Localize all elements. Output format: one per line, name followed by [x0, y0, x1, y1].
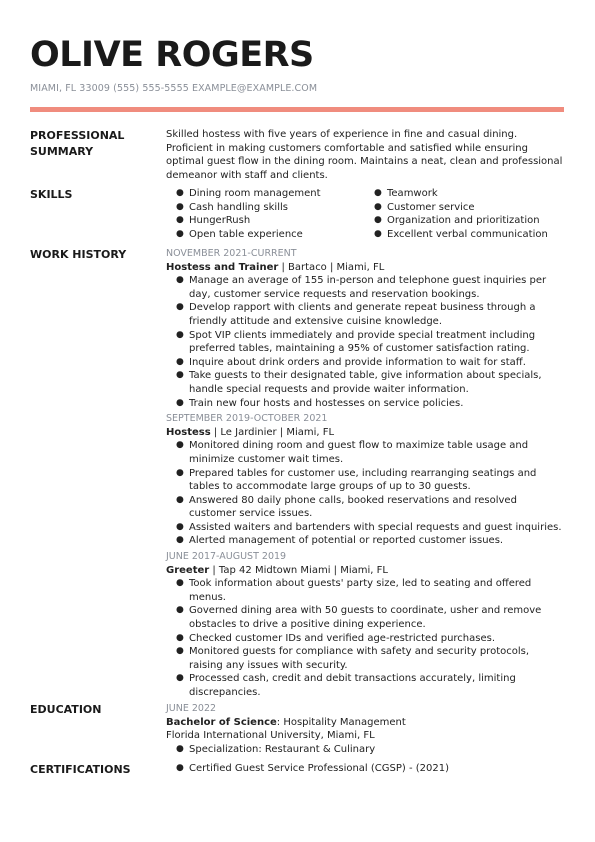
bullet-icon: ●: [374, 201, 382, 212]
skills-title: SKILLS: [30, 188, 73, 201]
bullet-icon: ●: [176, 397, 184, 408]
bullet-icon: ●: [176, 673, 184, 684]
bullet-icon: ●: [176, 521, 184, 532]
bullet-icon: ●: [374, 228, 382, 239]
bullet-icon: ●: [176, 440, 184, 451]
skill-item: [364, 228, 562, 242]
job-bullet: [166, 356, 564, 370]
job-bullet-text: Manage an average of 155 in-person and telephone guest inquiries per day, customer service requests and reservation bookings.: [189, 275, 547, 300]
bullet-icon: ●: [176, 275, 184, 286]
bullet-icon: ●: [176, 578, 184, 589]
skill-item: [364, 187, 562, 201]
education-bullet-text: Specialization: Restaurant & Culinary: [189, 743, 376, 755]
bullet-icon: ●: [176, 535, 184, 546]
job-bullet: [166, 439, 564, 466]
job-entry: [166, 412, 564, 548]
bullet-icon: ●: [176, 743, 184, 754]
job-title-line: [166, 261, 564, 275]
education-bullet: [166, 743, 564, 757]
bullet-icon: ●: [374, 215, 382, 226]
skill-item: [364, 214, 562, 228]
contact-info: MIAMI, FL 33009 (555) 555-5555 EXAMPLE@EXAMPLE.COM: [30, 83, 318, 94]
job-bullet: [166, 521, 564, 535]
job-bullet: [166, 534, 564, 548]
job-title-line: [166, 426, 564, 440]
job-bullet-text: Spot VIP clients immediately and provide special treatment including preferred tables, maintaining a 95% of customer satisfaction rating.: [189, 329, 536, 355]
bullet-icon: ●: [176, 356, 184, 367]
education-degree-line: [166, 716, 564, 730]
job-role: Hostess and Trainer: [166, 261, 279, 273]
skill-item: [166, 201, 364, 215]
job-bullet: [166, 632, 564, 646]
summary-title: [30, 128, 160, 160]
job-dates: NOVEMBER 2021-CURRENT: [166, 248, 297, 259]
education-body: [166, 702, 564, 756]
bullet-icon: ●: [176, 215, 184, 226]
skill-item: [166, 214, 364, 228]
job-bullet-text: Prepared tables for customer use, including rearranging seatings and tables to accommodate large groups of up to 30 guests.: [189, 467, 537, 493]
skill-item-text: Cash handling skills: [189, 201, 288, 213]
bullet-icon: ●: [374, 188, 382, 198]
bullet-icon: ●: [176, 188, 184, 198]
bullet-icon: ●: [176, 329, 184, 340]
job-bullet: [166, 672, 564, 699]
job-bullet-text: Checked customer IDs and verified age-restricted purchases.: [189, 632, 496, 644]
summary-title-line1: PROFESSIONAL: [30, 129, 125, 142]
job-bullet: [166, 329, 564, 356]
education-title: EDUCATION: [30, 703, 102, 716]
job-role: Hostess: [166, 426, 211, 438]
job-bullet: [166, 577, 564, 604]
job-bullet: [166, 645, 564, 672]
bullet-icon: ●: [176, 467, 184, 478]
job-title-line: [166, 564, 564, 578]
skills-column-right: [364, 187, 562, 241]
summary-text: Skilled hostess with five years of experience in fine and casual dining. Proficient in making customers comfortable and satisfied while ensuring optimal guest flow in the dining room. Maintains a neat, clean and professional demeanor with staff and clients.: [166, 129, 563, 181]
bullet-icon: ●: [176, 494, 184, 505]
bullet-icon: ●: [176, 632, 184, 643]
certifications-body: [166, 762, 564, 776]
skills-grid: [166, 187, 564, 241]
bullet-icon: ●: [176, 302, 184, 313]
bullet-icon: ●: [176, 370, 184, 381]
education-degree: Bachelor of Science: [166, 716, 277, 728]
job-bullet: [166, 301, 564, 328]
skill-item-text: Open table experience: [189, 228, 303, 240]
skill-item-text: Teamwork: [387, 188, 438, 199]
job-employer-location: | Bartaco | Miami, FL: [278, 261, 385, 273]
work-history-body: [166, 247, 564, 702]
bullet-icon: ●: [176, 228, 184, 239]
skill-item-text: Customer service: [387, 201, 475, 213]
bullet-icon: ●: [176, 646, 184, 657]
skills-column-left: [166, 187, 364, 241]
skill-item-text: Dining room management: [189, 188, 321, 199]
education-school: Florida International University, Miami, FL: [166, 730, 375, 742]
bullet-icon: ●: [176, 763, 184, 773]
job-dates: JUNE 2017-AUGUST 2019: [166, 551, 287, 563]
job-dates: SEPTEMBER 2019-OCTOBER 2021: [166, 413, 328, 425]
job-bullet-text: Processed cash, credit and debit transactions accurately, limiting discrepancies.: [189, 673, 516, 698]
job-role: Greeter: [166, 564, 210, 576]
job-bullet: [166, 369, 564, 396]
job-bullet: [166, 494, 564, 521]
candidate-name: OLIVE ROGERS: [30, 35, 314, 75]
work-history-title: WORK HISTORY: [30, 248, 127, 261]
job-bullet-text: Answered 80 daily phone calls, booked reservations and resolved customer service issues.: [189, 494, 517, 520]
job-bullet-text: Take guests to their designated table, give information about specials, handle special requests and provide waiter information.: [189, 370, 542, 395]
skill-item-text: Organization and prioritization: [387, 215, 540, 227]
certifications-title: CERTIFICATIONS: [30, 763, 131, 776]
education-field: : Hospitality Management: [276, 716, 406, 728]
job-bullet: [166, 274, 564, 301]
job-bullet: [166, 604, 564, 631]
summary-title-line2: SUMMARY: [30, 145, 94, 158]
skill-item-text: HungerRush: [189, 215, 251, 227]
bullet-icon: ●: [176, 605, 184, 616]
skill-item: [166, 187, 364, 201]
job-bullet-text: Governed dining area with 50 guests to coordinate, usher and remove obstacles to drive a positive dining experience.: [189, 605, 542, 631]
job-employer-location: | Le Jardinier | Miami, FL: [210, 426, 335, 438]
job-bullet-text: Assisted waiters and bartenders with special requests and guest inquiries.: [189, 521, 562, 533]
job-entry: [166, 550, 564, 700]
skill-item-text: Excellent verbal communication: [387, 228, 548, 240]
job-bullet: [166, 397, 564, 411]
job-bullet-text: Monitored dining room and guest flow to maximize table usage and minimize customer wait times.: [189, 440, 529, 465]
job-bullet-text: Inquire about drink orders and provide information to wait for staff.: [189, 356, 526, 368]
skill-item: [364, 201, 562, 215]
education-date: JUNE 2022: [166, 703, 217, 714]
job-bullet: [166, 467, 564, 494]
bullet-icon: ●: [176, 201, 184, 212]
accent-divider: [30, 107, 564, 112]
job-bullet-text: Develop rapport with clients and generate repeat business through a friendly attitude and extensive cuisine knowledge.: [189, 302, 536, 327]
job-entry: [166, 247, 564, 410]
job-bullet-text: Took information about guests' party size, led to seating and offered menus.: [189, 578, 532, 603]
skills-body: [166, 187, 564, 241]
job-bullet-text: Alerted management of potential or reported customer issues.: [189, 535, 504, 547]
certification-item-text: Certified Guest Service Professional (CGSP) - (2021): [189, 763, 450, 774]
job-bullet-text: Train new four hosts and hostesses on service policies.: [189, 397, 464, 409]
job-bullet-text: Monitored guests for compliance with safety and security protocols, raising any issues with security.: [189, 646, 530, 671]
skill-item: [166, 228, 364, 242]
certification-item: [166, 762, 564, 776]
job-employer-location: | Tap 42 Midtown Miami | Miami, FL: [209, 564, 388, 576]
